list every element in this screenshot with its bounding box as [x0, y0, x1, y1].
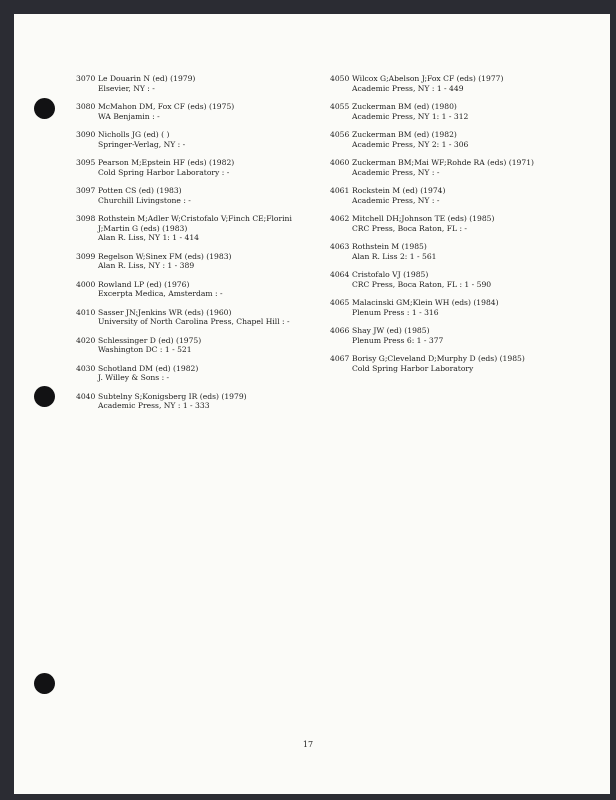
reference-title: Sasser JN;Jenkins WR (eds) (1960) [98, 307, 232, 317]
reference-entry [330, 270, 540, 289]
reference-entry [330, 130, 540, 149]
reference-text [98, 364, 318, 383]
reference-title: Schlessinger D (ed) (1975) [98, 335, 202, 345]
reference-text [98, 186, 318, 205]
reference-entry [76, 252, 318, 271]
reference-number: 4066 [330, 326, 350, 335]
reference-publisher: Academic Press, NY : - [352, 167, 440, 177]
reference-entry [330, 354, 540, 373]
reference-entry [76, 308, 318, 327]
reference-title: Mitchell DH;Johnson TE (eds) (1985) [352, 214, 495, 223]
reference-title: Zuckerman BM (ed) (1982) [352, 130, 457, 139]
reference-entry [76, 280, 318, 299]
reference-title: Malacinski GM;Klein WH (eds) (1984) [352, 298, 499, 307]
reference-title: Le Douarin N (ed) (1979) [98, 74, 196, 83]
reference-title: Subtelny S;Konigsberg IR (eds) (1979) [98, 391, 247, 401]
reference-number: 4060 [330, 158, 350, 167]
reference-number: 4063 [330, 242, 350, 251]
reference-title: Nicholls JG (ed) ( ) [98, 130, 170, 139]
reference-title: Borisy G;Cleveland D;Murphy D (eds) (1985) [352, 354, 525, 363]
reference-text [98, 214, 318, 243]
reference-publisher: Cold Spring Harbor Laboratory [352, 363, 474, 373]
reference-text [98, 252, 318, 271]
reference-entry [330, 74, 540, 93]
reference-number: 4040 [76, 391, 96, 401]
reference-publisher: Plenum Press 6: 1 - 377 [352, 335, 444, 345]
reference-number: 4020 [76, 335, 96, 345]
reference-text [98, 392, 318, 411]
reference-publisher: Alan R. Liss, NY 1: 1 - 414 [98, 233, 199, 242]
reference-publisher: Plenum Press : 1 - 316 [352, 307, 439, 317]
reference-entry [330, 214, 540, 233]
reference-text [352, 270, 540, 289]
reference-publisher: CRC Press, Boca Raton, FL : 1 - 590 [352, 279, 492, 289]
reference-publisher: University of North Carolina Press, Chapel Hill : - [98, 317, 290, 326]
reference-entry [76, 158, 318, 177]
reference-list-right [330, 74, 540, 382]
reference-text [98, 336, 318, 355]
binder-hole-middle [34, 386, 55, 407]
reference-title: Rowland LP (ed) (1976) [98, 279, 190, 289]
reference-entry [76, 74, 318, 93]
reference-number: 4055 [330, 102, 350, 111]
reference-publisher: Academic Press, NY : 1 - 449 [352, 83, 464, 93]
reference-title: McMahon DM, Fox CF (eds) (1975) [98, 102, 235, 111]
reference-title: Regelson W;Sinex FM (eds) (1983) [98, 251, 232, 261]
page-number: 17 [302, 740, 314, 749]
reference-text [98, 280, 318, 299]
reference-title: Wilcox G;Abelson J;Fox CF (eds) (1977) [352, 74, 504, 83]
binder-hole-top [34, 98, 55, 119]
reference-number: 4061 [330, 186, 350, 195]
reference-text [352, 354, 540, 373]
reference-title: Potten CS (ed) (1983) [98, 186, 182, 195]
reference-number: 4067 [330, 354, 350, 363]
reference-number: 4065 [330, 298, 350, 307]
reference-entry [76, 392, 318, 411]
reference-entry [330, 242, 540, 261]
reference-publisher: Churchill Livingstone : - [98, 195, 191, 205]
reference-text [352, 102, 540, 121]
reference-number: 4010 [76, 307, 96, 317]
reference-title: Rothstein M;Adler W;Cristofalo V;Finch CE;Florini J;Martin G (eds) (1983) [98, 214, 292, 233]
reference-entry [76, 186, 318, 205]
reference-entry [76, 214, 318, 243]
reference-text [352, 130, 540, 149]
reference-text [352, 74, 540, 93]
reference-text [98, 102, 318, 121]
reference-publisher: CRC Press, Boca Raton, FL : - [352, 223, 467, 233]
reference-title: Rockstein M (ed) (1974) [352, 186, 446, 195]
reference-number: 3095 [76, 158, 96, 167]
reference-text [98, 74, 318, 93]
reference-text [352, 158, 540, 177]
binder-hole-bottom [34, 673, 55, 694]
reference-number: 3080 [76, 102, 96, 111]
reference-title: Zuckerman BM (ed) (1980) [352, 102, 457, 111]
reference-number: 3070 [76, 74, 96, 83]
reference-title: Zuckerman BM;Mai WF;Rohde RA (eds) (1971) [352, 158, 535, 167]
reference-number: 4050 [330, 74, 350, 83]
reference-text [352, 186, 540, 205]
reference-publisher: Academic Press, NY : - [352, 195, 440, 205]
reference-number: 4000 [76, 279, 96, 289]
reference-entry [76, 130, 318, 149]
reference-number: 3090 [76, 130, 96, 139]
reference-publisher: WA Benjamin : - [98, 111, 160, 121]
reference-entry [76, 364, 318, 383]
reference-text [352, 214, 540, 233]
reference-entry [330, 298, 540, 317]
reference-entry [330, 326, 540, 345]
reference-text [98, 308, 318, 327]
reference-entry [330, 158, 540, 177]
reference-publisher: Academic Press, NY 2: 1 - 306 [352, 139, 469, 149]
reference-text [98, 158, 318, 177]
reference-publisher: Academic Press, NY : 1 - 333 [98, 401, 210, 410]
reference-entry [330, 186, 540, 205]
reference-text [352, 298, 540, 317]
reference-text [352, 242, 540, 261]
reference-title: Cristofalo VJ (1985) [352, 270, 429, 279]
reference-title: Rothstein M (1985) [352, 242, 427, 251]
reference-title: Schotland DM (ed) (1982) [98, 363, 199, 373]
reference-number: 4064 [330, 270, 350, 279]
reference-text [98, 130, 318, 149]
reference-number: 4062 [330, 214, 350, 223]
reference-number: 3099 [76, 251, 96, 261]
reference-text [352, 326, 540, 345]
reference-publisher: Alan R. Liss, NY : 1 - 389 [98, 261, 195, 270]
reference-publisher: Alan R. Liss 2: 1 - 561 [352, 251, 437, 261]
reference-entry [76, 336, 318, 355]
reference-number: 4030 [76, 363, 96, 373]
reference-list-left [76, 74, 318, 420]
reference-publisher: Excerpta Medica, Amsterdam : - [98, 289, 223, 298]
reference-publisher: Elsevier, NY : - [98, 83, 155, 93]
reference-number: 4056 [330, 130, 350, 139]
reference-publisher: Cold Spring Harbor Laboratory : - [98, 167, 230, 177]
reference-title: Shay JW (ed) (1985) [352, 326, 430, 335]
reference-number: 3098 [76, 214, 96, 223]
reference-number: 3097 [76, 186, 96, 195]
reference-title: Pearson M;Epstein HF (eds) (1982) [98, 158, 235, 167]
reference-publisher: Springer-Verlag, NY : - [98, 139, 186, 149]
reference-publisher: Washington DC : 1 - 521 [98, 345, 192, 354]
reference-entry [330, 102, 540, 121]
reference-publisher: J. Willey & Sons : - [98, 373, 170, 382]
reference-entry [76, 102, 318, 121]
reference-publisher: Academic Press, NY 1: 1 - 312 [352, 111, 469, 121]
